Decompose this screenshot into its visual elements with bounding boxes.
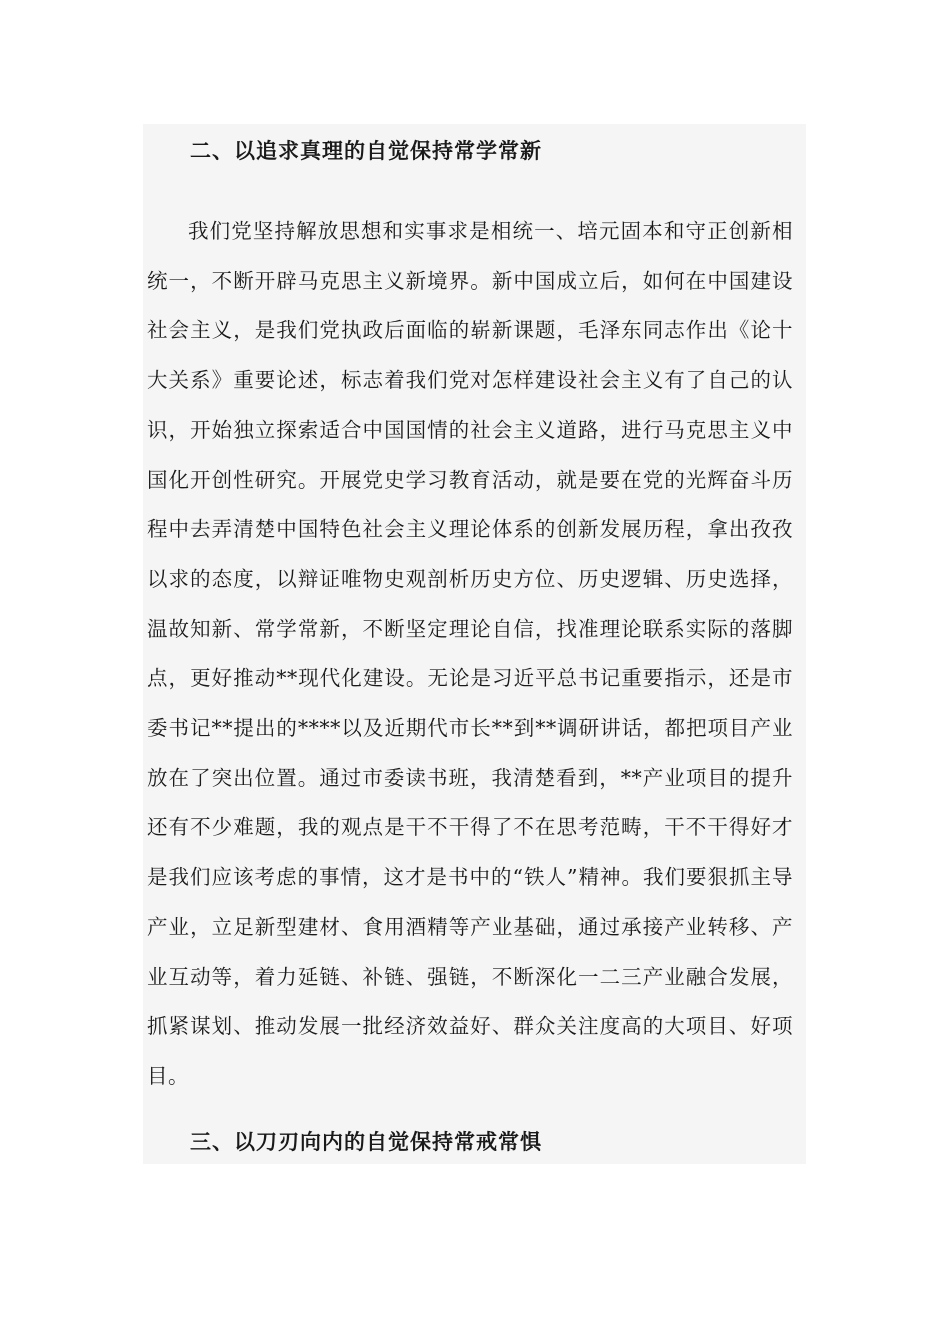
section-two-paragraph: 我们党坚持解放思想和实事求是相统一、培元固本和守正创新相统一，不断开辟马克思主义新境界。新中国成立后，如何在中国建设社会主义，是我们党执政后面临的崭新课题，毛泽东同志作出《论十大关系》重要论述，标志着我们党对怎样建设社会主义有了自己的认识，开始独立探索适合中国国情的社会主义道路，进行马克思主义中国化开创性研究。开展党史学习教育活动，就是要在党的光辉奋斗历程中去弄清楚中国特色社会主义理论体系的创新发展历程，拿出孜孜以求的态度，以辩证唯物史观剖析历史方位、历史逻辑、历史选择，温故知新、常学常新，不断坚定理论自信，找准理论联系实际的落脚点，更好推动**现代化建设。无论是习近平总书记重要指示，还是市委书记**提出的****以及近期代市长**到**调研讲话，都把项目产业放在了突出位置。通过市委读书班，我清楚看到，**产业项目的提升还有不少难题，我的观点是干不干得了不在思考范畴，干不干得好才是我们应该考虑的事情，这才是书中的“铁人”精神。我们要狠抓主导产业，立足新型建材、食用酒精等产业基础，通过承接产业转移、产业互动等，着力延链、补链、强链，不断深化一二三产业融合发展，抓紧谋划、推动发展一批经济效益好、群众关注度高的大项目、好项目。 [147,219,793,1088]
text-block [143,124,806,1164]
section-three-heading: 三、以刀刃向内的自觉保持常戒常惧 [190,1129,542,1154]
section-two-heading: 二、以追求真理的自觉保持常学常新 [190,138,542,163]
